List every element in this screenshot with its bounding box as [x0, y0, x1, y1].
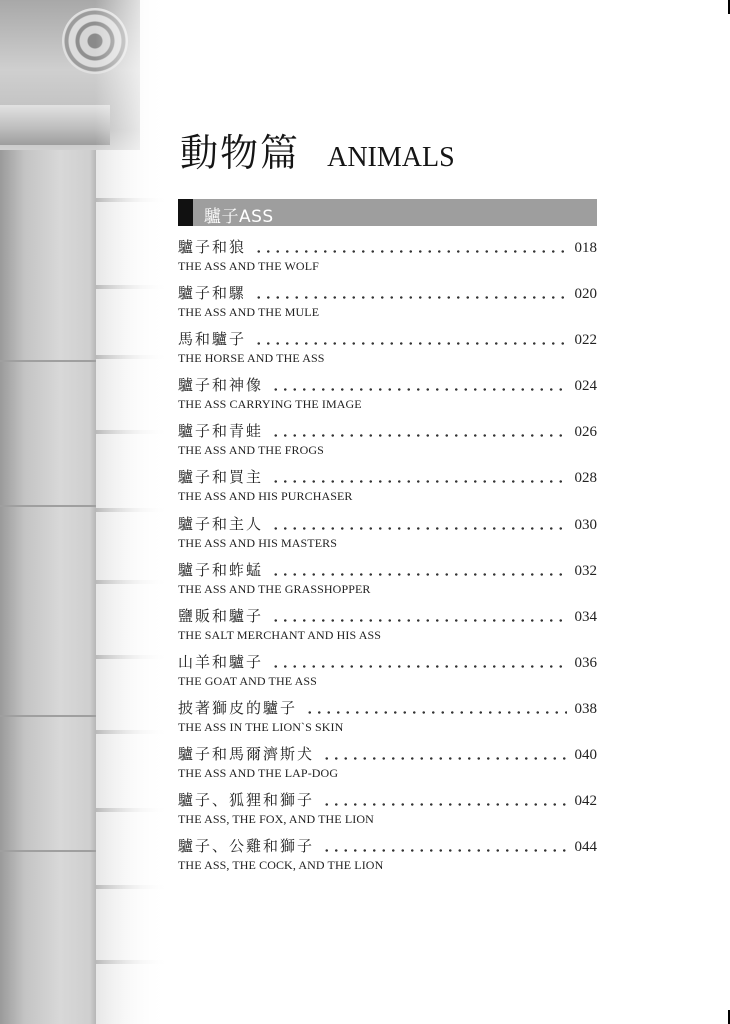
toc-title-chinese: 驢子和狼 [178, 238, 247, 256]
column-joint [0, 360, 96, 362]
toc-entry[interactable] [178, 282, 597, 328]
column-shaft [0, 150, 96, 1024]
column-band [0, 105, 110, 145]
toc-title-english: THE ASS AND THE WOLF [178, 259, 319, 273]
toc-title-english: THE SALT MERCHANT AND HIS ASS [178, 627, 382, 642]
section-label: 驢子ASS [204, 207, 274, 227]
toc-title-english: THE ASS IN THE LION`S SKIN [178, 719, 344, 734]
toc-entry[interactable] [178, 789, 597, 835]
toc-entry-line [178, 697, 597, 717]
toc-title-chinese: 驢子和青蛙 [178, 422, 264, 441]
toc-title-chinese: 驢子和神像 [178, 376, 264, 395]
toc-entry-line [178, 374, 597, 394]
toc-title-chinese: 驢子和主人 [178, 514, 264, 533]
toc-page-number: 044 [574, 839, 597, 856]
toc-entry[interactable] [178, 835, 597, 881]
toc-page-number: 024 [574, 378, 597, 395]
toc-entry-line [178, 328, 597, 348]
toc-entry[interactable] [178, 743, 597, 789]
column-illustration [0, 0, 170, 1024]
toc-page-number: 038 [574, 700, 597, 717]
toc-title-chinese: 披著獅皮的驢子 [178, 698, 298, 717]
toc-title-english: THE GOAT AND THE ASS [178, 673, 317, 688]
toc-title-chinese: 驢子、公雞和獅子 [178, 837, 315, 856]
toc-title-chinese: 山羊和驢子 [178, 652, 264, 671]
dot-leader [305, 711, 566, 714]
toc-title-english: THE ASS, THE COCK, AND THE LION [178, 858, 384, 873]
toc-page-number: 032 [574, 562, 597, 579]
column-joint [0, 505, 96, 507]
dot-leader [271, 573, 566, 576]
toc-entry-line [178, 236, 597, 256]
toc-page-number: 034 [574, 608, 597, 625]
toc-page-number: 022 [574, 332, 597, 349]
toc-page-number: 028 [574, 470, 597, 487]
page-title [180, 122, 455, 175]
toc-entry[interactable] [178, 466, 597, 512]
toc-title-english: THE ASS AND THE FROGS [178, 443, 324, 458]
toc-title-chinese: 驢子、狐狸和獅子 [178, 791, 315, 810]
toc-title-english: THE ASS AND HIS MASTERS [178, 535, 337, 550]
toc-entry-line [178, 559, 597, 579]
toc-entry-line [178, 513, 597, 533]
toc-entry[interactable] [178, 420, 597, 466]
toc-title-english: THE ASS AND THE LAP-DOG [178, 766, 339, 781]
toc-title-chinese: 馬和驢子 [178, 330, 247, 349]
toc-title-chinese: 驢子和蚱蜢 [178, 560, 264, 579]
section-marker [178, 199, 193, 226]
toc-entry[interactable] [178, 328, 597, 374]
toc-entry[interactable] [178, 605, 597, 651]
column-joint [0, 715, 96, 717]
toc-entry[interactable] [178, 651, 597, 697]
toc-page-number: 018 [574, 240, 597, 256]
section-header [178, 199, 597, 226]
column-joint [0, 850, 96, 852]
toc-entry-line [178, 651, 597, 671]
dot-leader [322, 803, 566, 806]
toc-entry-line [178, 835, 597, 855]
toc-page-number: 042 [574, 793, 597, 810]
toc-entry[interactable] [178, 374, 597, 420]
dot-leader [271, 665, 566, 668]
toc-title-english: THE ASS, THE FOX, AND THE LION [178, 812, 374, 827]
toc-entry-line [178, 605, 597, 625]
toc-page-number: 030 [574, 516, 597, 533]
page-title-english: ANIMALS [327, 142, 455, 173]
table-of-contents [178, 236, 597, 881]
toc-title-chinese: 驢子和馬爾濟斯犬 [178, 745, 315, 764]
toc-entry[interactable] [178, 697, 597, 743]
dot-leader [254, 342, 566, 345]
toc-title-chinese: 驢子和買主 [178, 468, 264, 487]
toc-page-number: 020 [574, 286, 597, 303]
dot-leader [271, 388, 566, 391]
dot-leader [271, 434, 566, 437]
dot-leader [254, 250, 566, 253]
toc-entry-line [178, 420, 597, 440]
toc-entry[interactable] [178, 559, 597, 605]
toc-title-english: THE ASS CARRYING THE IMAGE [178, 397, 362, 412]
dot-leader [271, 619, 566, 622]
toc-entry[interactable] [178, 513, 597, 559]
dot-leader [271, 527, 566, 530]
column-fade [95, 0, 170, 1024]
dot-leader [271, 480, 566, 483]
toc-title-chinese: 鹽販和驢子 [178, 606, 264, 625]
dot-leader [322, 849, 566, 852]
toc-title-english: THE ASS AND THE GRASSHOPPER [178, 581, 371, 596]
dot-leader [322, 757, 566, 760]
toc-title-english: THE ASS AND THE MULE [178, 305, 320, 320]
toc-entry-line [178, 466, 597, 486]
page-title-chinese: 動物篇 [180, 131, 301, 175]
toc-entry-line [178, 743, 597, 763]
toc-entry-line [178, 789, 597, 809]
toc-entry-line [178, 282, 597, 302]
toc-page-number: 026 [574, 424, 597, 441]
toc-title-english: THE HORSE AND THE ASS [178, 351, 325, 366]
toc-page-number: 036 [574, 654, 597, 671]
toc-title-chinese: 驢子和騾 [178, 284, 247, 303]
toc-title-english: THE ASS AND HIS PURCHASER [178, 489, 353, 504]
toc-page-number: 040 [574, 747, 597, 764]
dot-leader [254, 296, 566, 299]
toc-entry[interactable] [178, 236, 597, 282]
